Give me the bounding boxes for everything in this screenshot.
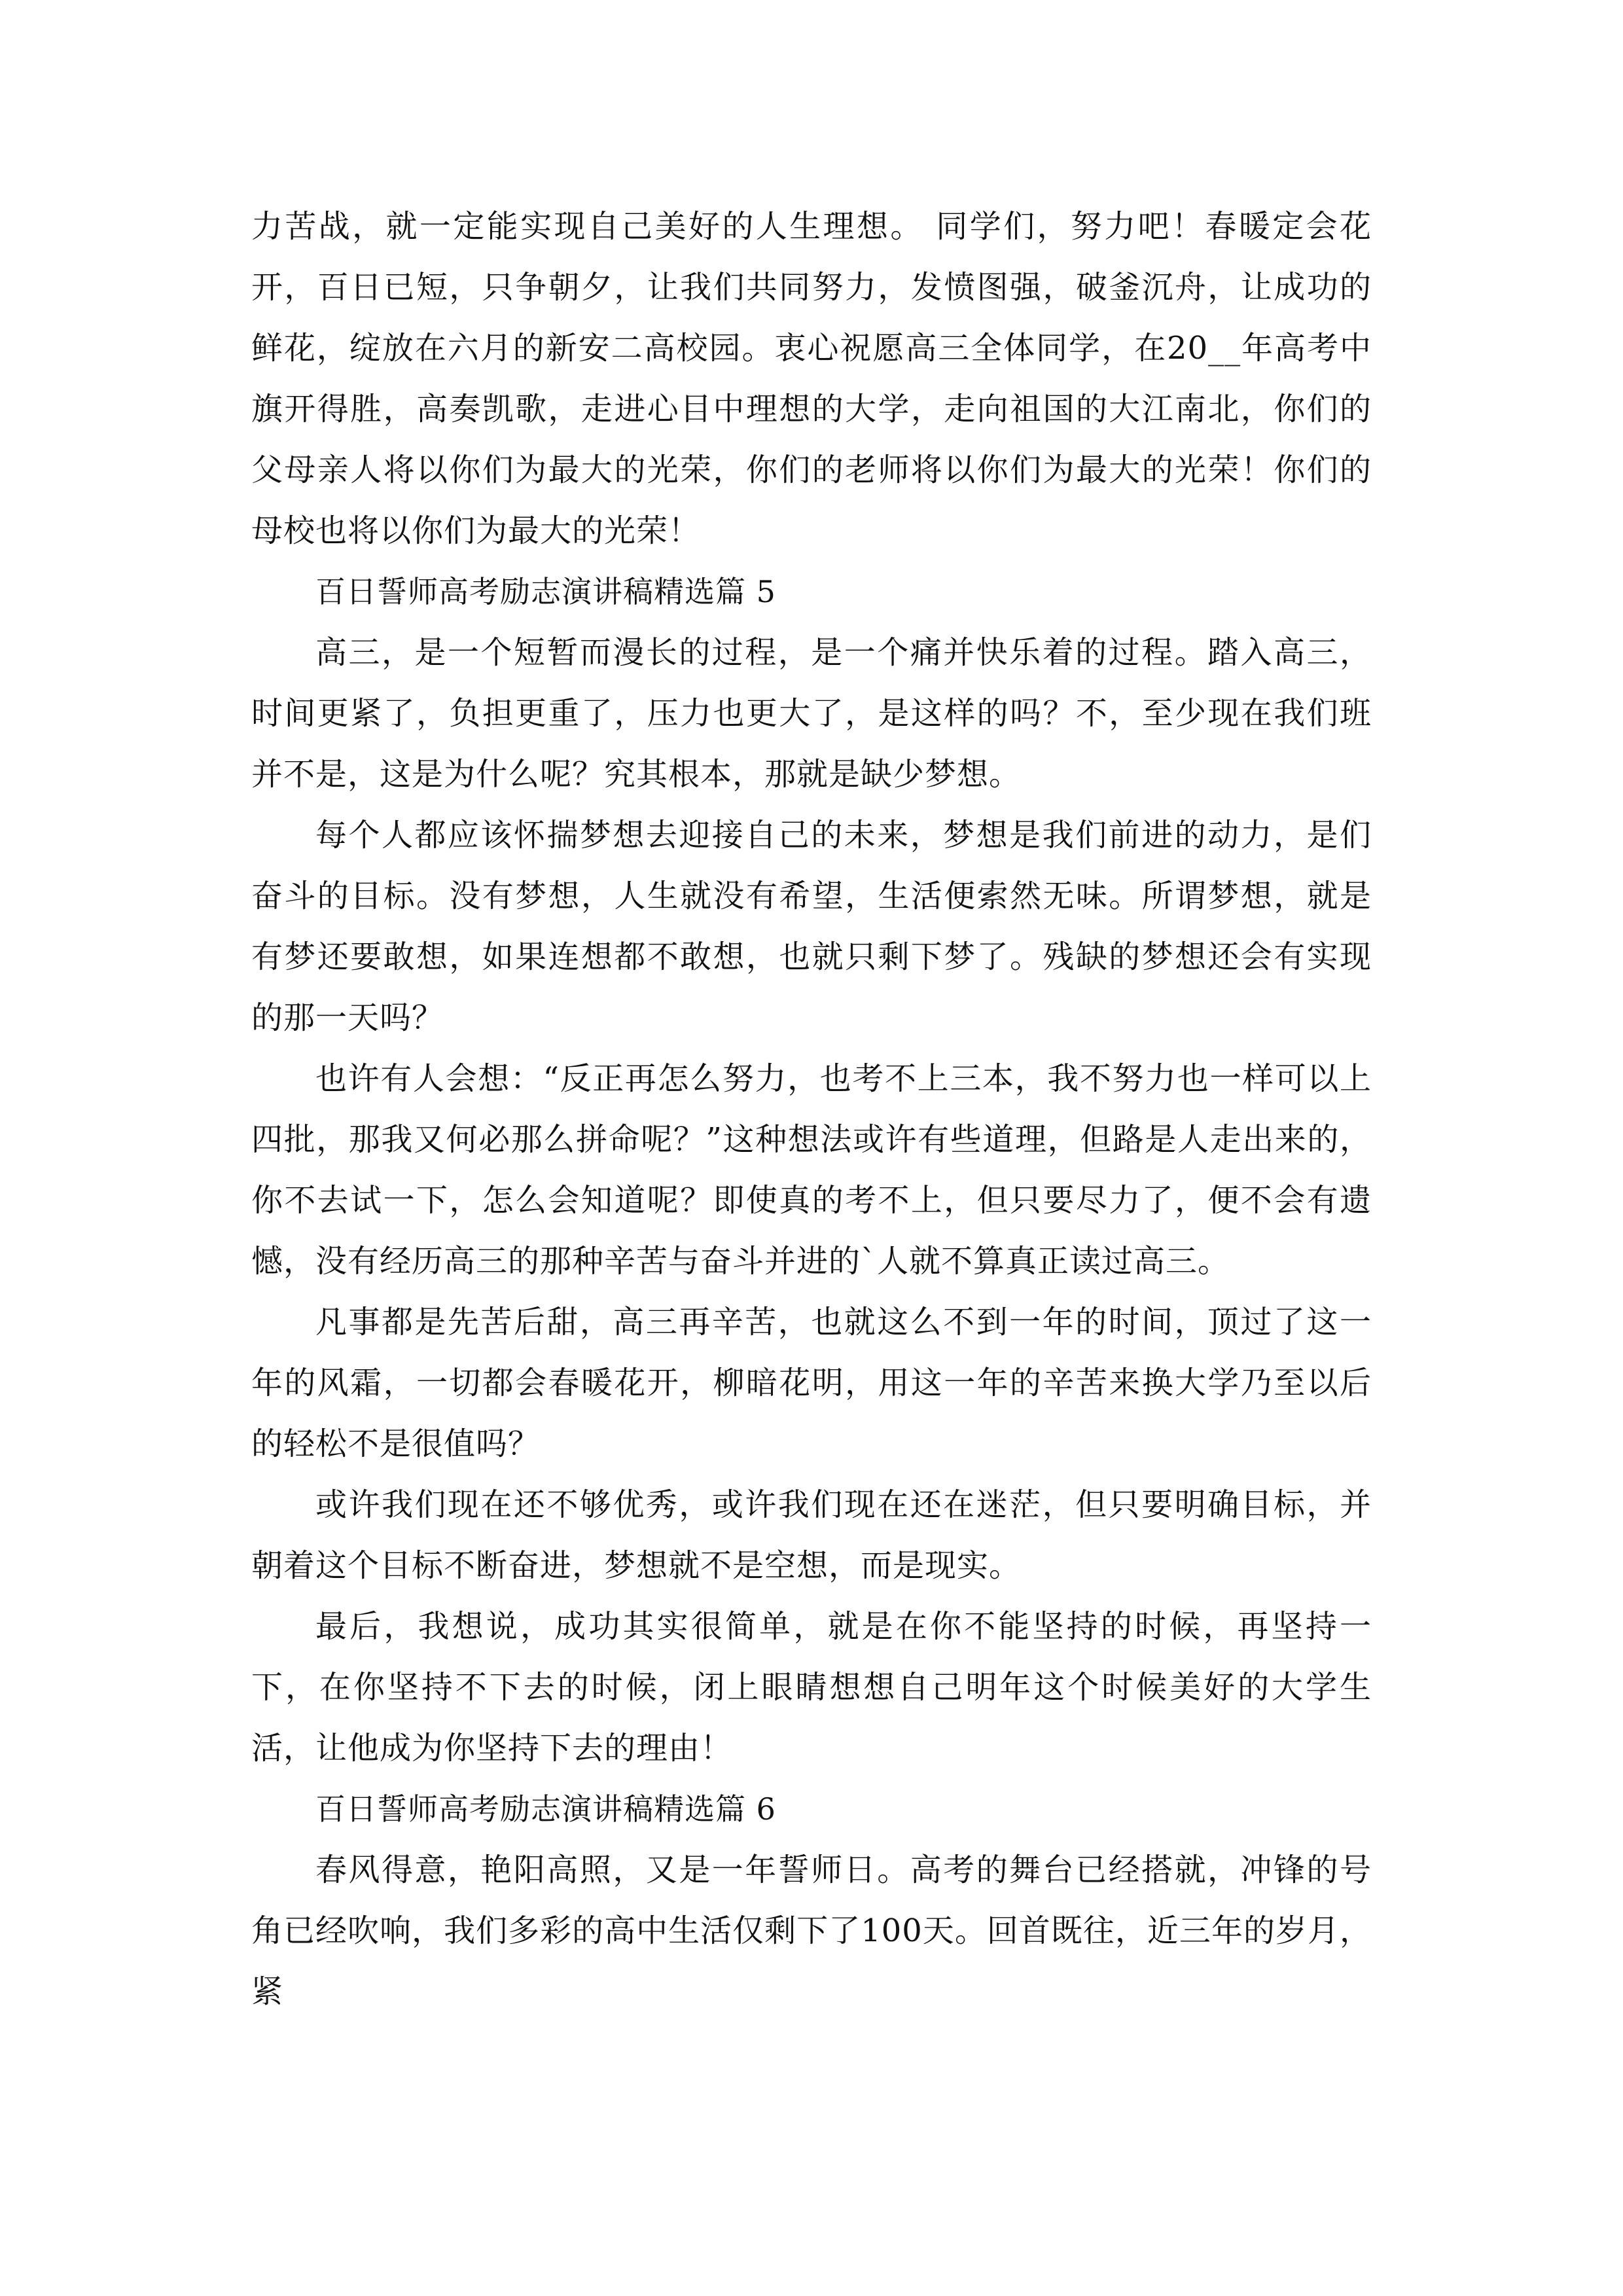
paragraph-persistence: 最后，我想说，成功其实很简单，就是在你不能坚持的时候，再坚持一下，在你坚持不下去的时候，闭上眼睛想想自己明年这个时候美好的大学生活，让他成为你坚持下去的理由！: [251, 1608, 1372, 1767]
document-body: [251, 196, 1372, 2022]
paragraph-bitter-then-sweet: 凡事都是先苦后甜，高三再辛苦，也就这么不到一年的时间，顶过了这一年的风霜，一切都会春暖花开，柳暗花明，用这一年的辛苦来换大学乃至以后的轻松不是很值吗？: [251, 1304, 1372, 1462]
paragraph-goals: 或许我们现在还不够优秀，或许我们现在还在迷茫，但只要明确目标，并朝着这个目标不断奋进，梦想就不是空想，而是现实。: [251, 1486, 1372, 1584]
paragraph-senior-year: 高三，是一个短暂而漫长的过程，是一个痛并快乐着的过程。踏入高三，时间更紧了，负担更重了，压力也更大了，是这样的吗？不，至少现在我们班并不是，这是为什么呢？究其根本，那就是缺少梦想。: [251, 634, 1372, 793]
paragraph-pledge-day: 春风得意，艳阳高照，又是一年誓师日。高考的舞台已经搭就，冲锋的号角已经吹响，我们多彩的高中生活仅剩下了100天。回首既往，近三年的岁月，紧: [251, 1852, 1372, 2010]
section-heading-5: 百日誓师高考励志演讲稿精选篇 5: [315, 574, 776, 609]
paragraph-closing-speech-4: 力苦战，就一定能实现自己美好的人生理想。 同学们，努力吧！春暖定会花开，百日已短，只争朝夕，让我们共同努力，发愤图强，破釜沉舟，让成功的鲜花，绽放在六月的新安二高校园。衷心祝愿高三全体同学，在20__年高考中旗开得胜，高奏凯歌，走进心目中理想的大学，走向祖国的大江南北，你们的父母亲人将以你们为最大的光荣，你们的老师将以你们为最大的光荣！你们的母校也将以你们为最大的光荣！: [251, 208, 1372, 549]
paragraph-dreams: 每个人都应该怀揣梦想去迎接自己的未来，梦想是我们前进的动力，是们奋斗的目标。没有梦想，人生就没有希望，生活便索然无味。所谓梦想，就是有梦还要敢想，如果连想都不敢想，也就只剩下梦了。残缺的梦想还会有实现的那一天吗？: [251, 817, 1372, 1036]
section-heading-6: 百日誓师高考励志演讲稿精选篇 6: [315, 1791, 776, 1827]
paragraph-effort: 也许有人会想：“反正再怎么努力，也考不上三本，我不努力也一样可以上四批，那我又何必那么拼命呢？”这种想法或许有些道理，但路是人走出来的，你不去试一下，怎么会知道呢？即使真的考不上，但只要尽力了，便不会有遗憾，没有经历高三的那种辛苦与奋斗并进的`人就不算真正读过高三。: [251, 1060, 1372, 1280]
